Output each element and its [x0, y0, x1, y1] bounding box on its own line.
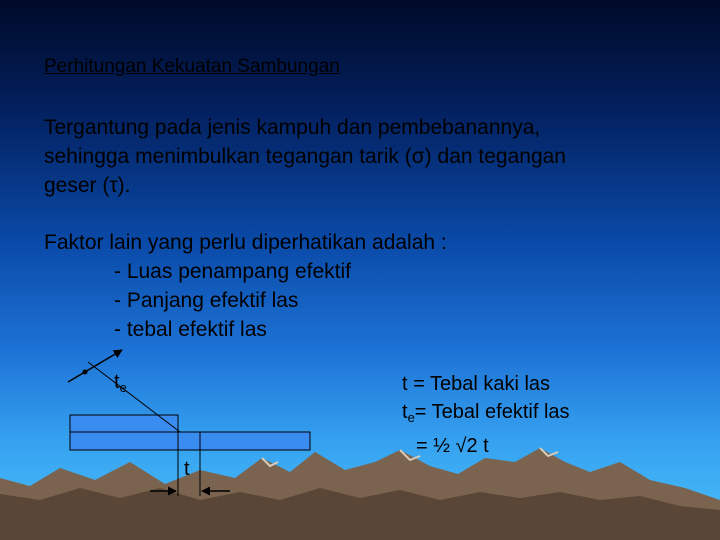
factor-item: - Panjang efektif las [114, 289, 299, 312]
effective-throat-label: $t_e$ [114, 371, 127, 395]
paragraph-line: Tergantung pada jenis kampuh dan pembebanannya, [44, 116, 541, 139]
weld-plate-lower [70, 432, 310, 450]
paragraph-line: geser (τ). [44, 174, 131, 197]
formula-line: t = Tebal kaki las [402, 373, 551, 395]
factor-item: - tebal efektif las [114, 318, 267, 341]
factor-item: - Luas penampang efektif [114, 260, 351, 283]
slide-title: Perhitungan Kekuatan Sambungan [44, 56, 340, 77]
leg-size-label: t [184, 458, 190, 480]
factors-intro: Faktor lain yang perlu diperhatikan adalah : [44, 231, 447, 254]
paragraph-line: sehingga menimbulkan tegangan tarik (σ) dan tegangan [44, 145, 566, 168]
formula-block [402, 370, 570, 460]
formula-line: $t_e=$ Tebal efektif las [402, 401, 570, 425]
formula-line: = ½ √2 t [416, 435, 489, 457]
throat-point [83, 370, 88, 375]
